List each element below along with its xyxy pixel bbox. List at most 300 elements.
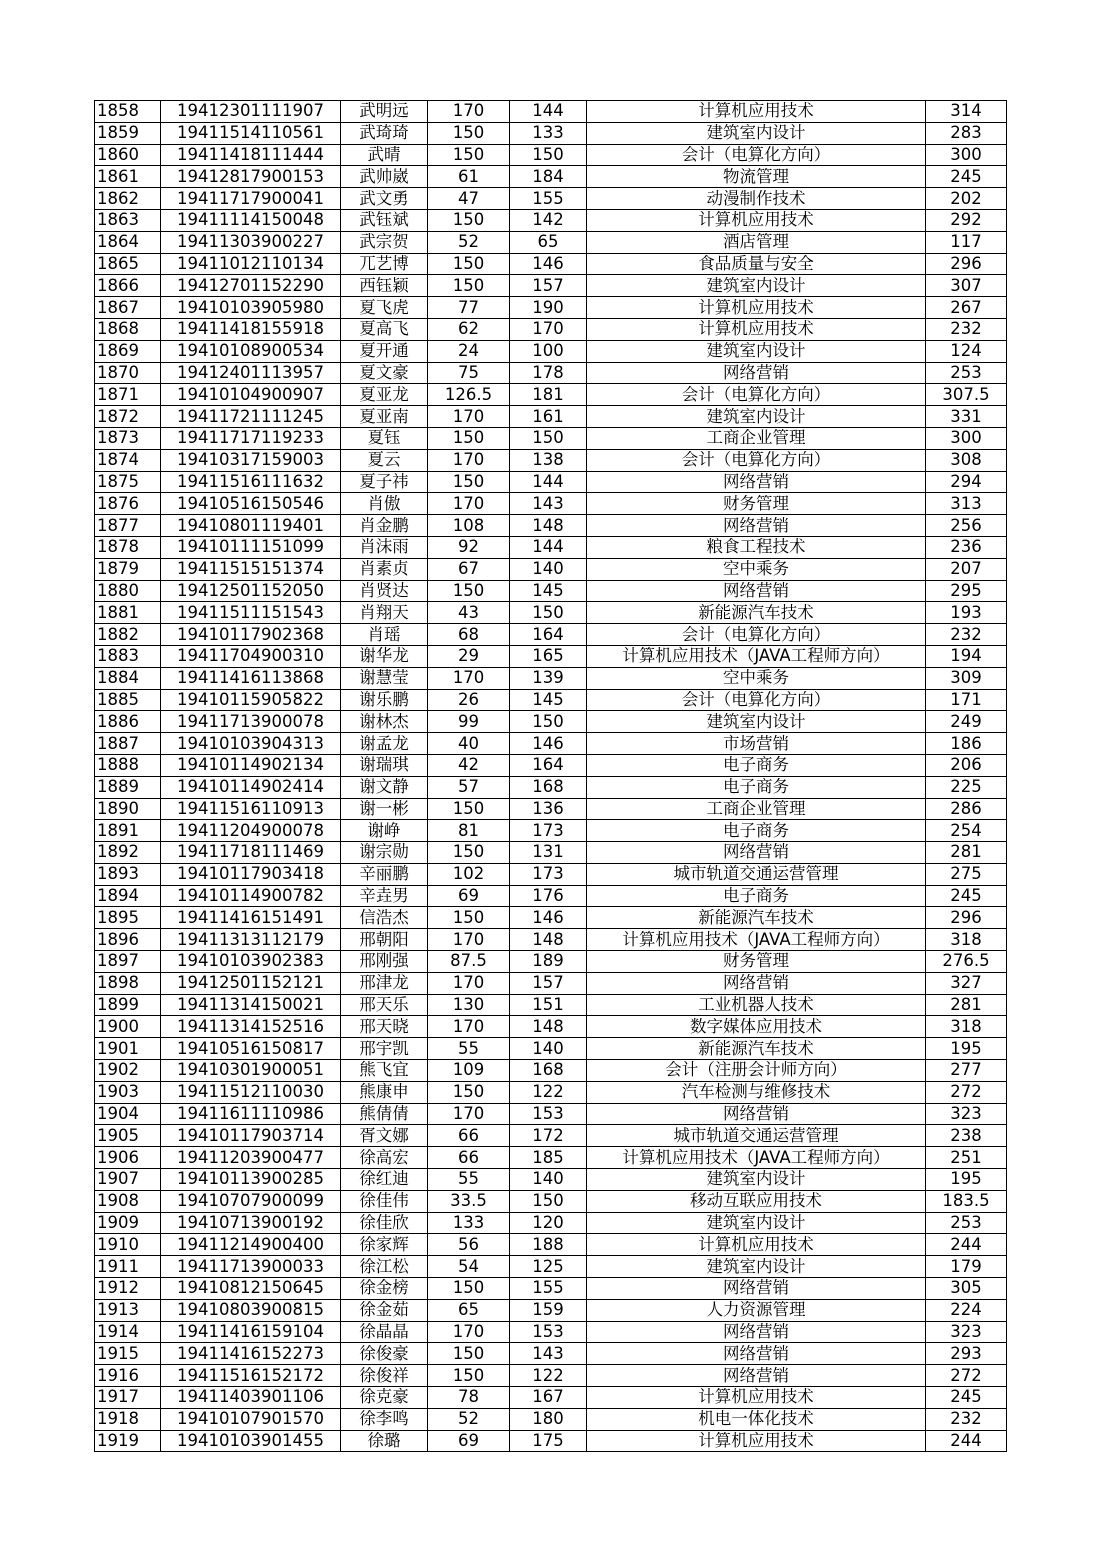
name-cell: 谢孟龙 — [341, 733, 428, 755]
table-row — [95, 318, 1007, 340]
exam-id-cell: 19411516110913 — [161, 798, 341, 820]
table-row — [95, 754, 1007, 776]
score-b-cell: 136 — [510, 798, 587, 820]
score-b-cell: 161 — [510, 406, 587, 428]
name-cell: 肖瑶 — [341, 624, 428, 646]
name-cell: 邢天晓 — [341, 1016, 428, 1038]
score-a-cell: 170 — [428, 1321, 510, 1343]
seq-cell: 1886 — [95, 711, 161, 733]
name-cell: 徐高宏 — [341, 1147, 428, 1169]
total-cell: 224 — [926, 1299, 1007, 1321]
total-cell: 253 — [926, 1212, 1007, 1234]
seq-cell: 1918 — [95, 1408, 161, 1430]
score-a-cell: 150 — [428, 144, 510, 166]
total-cell: 232 — [926, 624, 1007, 646]
score-b-cell: 142 — [510, 209, 587, 231]
seq-cell: 1883 — [95, 645, 161, 667]
major-cell: 网络营销 — [587, 1365, 926, 1387]
score-b-cell: 150 — [510, 711, 587, 733]
table-row — [95, 1321, 1007, 1343]
exam-id-cell: 19410801119401 — [161, 515, 341, 537]
name-cell: 谢林杰 — [341, 711, 428, 733]
table-row — [95, 624, 1007, 646]
score-a-cell: 102 — [428, 863, 510, 885]
table-row — [95, 1408, 1007, 1430]
table-row — [95, 1103, 1007, 1125]
name-cell: 辛丽鹏 — [341, 863, 428, 885]
seq-cell: 1892 — [95, 842, 161, 864]
name-cell: 武帅崴 — [341, 166, 428, 188]
total-cell: 186 — [926, 733, 1007, 755]
score-a-cell: 150 — [428, 253, 510, 275]
exam-id-cell: 19411713900078 — [161, 711, 341, 733]
major-cell: 网络营销 — [587, 1103, 926, 1125]
exam-id-cell: 19410103901455 — [161, 1430, 341, 1452]
score-a-cell: 150 — [428, 275, 510, 297]
exam-id-cell: 19410114902414 — [161, 776, 341, 798]
exam-id-cell: 19410516150817 — [161, 1038, 341, 1060]
seq-cell: 1866 — [95, 275, 161, 297]
name-cell: 肖贤达 — [341, 580, 428, 602]
name-cell: 谢瑞琪 — [341, 754, 428, 776]
table-row — [95, 340, 1007, 362]
score-a-cell: 126.5 — [428, 384, 510, 406]
total-cell: 202 — [926, 188, 1007, 210]
score-b-cell: 122 — [510, 1365, 587, 1387]
exam-id-cell: 19411303900227 — [161, 231, 341, 253]
seq-cell: 1899 — [95, 994, 161, 1016]
total-cell: 314 — [926, 101, 1007, 123]
exam-id-cell: 19410707900099 — [161, 1190, 341, 1212]
seq-cell: 1864 — [95, 231, 161, 253]
score-b-cell: 175 — [510, 1430, 587, 1452]
exam-id-cell: 19411713900033 — [161, 1256, 341, 1278]
score-a-cell: 57 — [428, 776, 510, 798]
total-cell: 238 — [926, 1125, 1007, 1147]
major-cell: 物流管理 — [587, 166, 926, 188]
total-cell: 281 — [926, 994, 1007, 1016]
score-b-cell: 150 — [510, 602, 587, 624]
score-a-cell: 56 — [428, 1234, 510, 1256]
score-a-cell: 26 — [428, 689, 510, 711]
table-row — [95, 1387, 1007, 1409]
major-cell: 建筑室内设计 — [587, 1169, 926, 1191]
seq-cell: 1874 — [95, 449, 161, 471]
total-cell: 179 — [926, 1256, 1007, 1278]
total-cell: 331 — [926, 406, 1007, 428]
name-cell: 徐俊祥 — [341, 1365, 428, 1387]
score-a-cell: 81 — [428, 820, 510, 842]
major-cell: 汽车检测与维修技术 — [587, 1081, 926, 1103]
name-cell: 西钰颖 — [341, 275, 428, 297]
table-row — [95, 863, 1007, 885]
seq-cell: 1908 — [95, 1190, 161, 1212]
score-a-cell: 55 — [428, 1169, 510, 1191]
exam-id-cell: 19412501152050 — [161, 580, 341, 602]
seq-cell: 1900 — [95, 1016, 161, 1038]
exam-id-cell: 19411721111245 — [161, 406, 341, 428]
name-cell: 夏飞虎 — [341, 297, 428, 319]
name-cell: 辛垚男 — [341, 885, 428, 907]
seq-cell: 1916 — [95, 1365, 161, 1387]
score-b-cell: 188 — [510, 1234, 587, 1256]
score-b-cell: 143 — [510, 1343, 587, 1365]
score-a-cell: 170 — [428, 101, 510, 123]
name-cell: 夏亚南 — [341, 406, 428, 428]
table-row — [95, 667, 1007, 689]
table-row — [95, 1212, 1007, 1234]
table-row — [95, 602, 1007, 624]
major-cell: 空中乘务 — [587, 558, 926, 580]
score-a-cell: 77 — [428, 297, 510, 319]
major-cell: 建筑室内设计 — [587, 340, 926, 362]
name-cell: 肖沫雨 — [341, 536, 428, 558]
major-cell: 财务管理 — [587, 493, 926, 515]
exam-id-cell: 19410117903418 — [161, 863, 341, 885]
score-a-cell: 150 — [428, 580, 510, 602]
score-b-cell: 133 — [510, 122, 587, 144]
name-cell: 熊倩倩 — [341, 1103, 428, 1125]
exam-id-cell: 19411114150048 — [161, 209, 341, 231]
table-row — [95, 253, 1007, 275]
score-a-cell: 170 — [428, 406, 510, 428]
table-row — [95, 275, 1007, 297]
major-cell: 会计（电算化方向） — [587, 449, 926, 471]
major-cell: 会计（电算化方向） — [587, 144, 926, 166]
major-cell: 建筑室内设计 — [587, 1256, 926, 1278]
score-a-cell: 75 — [428, 362, 510, 384]
score-b-cell: 143 — [510, 493, 587, 515]
name-cell: 邢天乐 — [341, 994, 428, 1016]
name-cell: 信浩杰 — [341, 907, 428, 929]
score-a-cell: 52 — [428, 231, 510, 253]
seq-cell: 1868 — [95, 318, 161, 340]
score-a-cell: 40 — [428, 733, 510, 755]
score-b-cell: 167 — [510, 1387, 587, 1409]
seq-cell: 1889 — [95, 776, 161, 798]
exam-id-cell: 19410114900782 — [161, 885, 341, 907]
total-cell: 309 — [926, 667, 1007, 689]
score-b-cell: 138 — [510, 449, 587, 471]
score-b-cell: 125 — [510, 1256, 587, 1278]
name-cell: 肖素贞 — [341, 558, 428, 580]
score-b-cell: 153 — [510, 1103, 587, 1125]
major-cell: 建筑室内设计 — [587, 406, 926, 428]
score-a-cell: 61 — [428, 166, 510, 188]
name-cell: 夏亚龙 — [341, 384, 428, 406]
seq-cell: 1873 — [95, 427, 161, 449]
seq-cell: 1890 — [95, 798, 161, 820]
exam-id-cell: 19411717119233 — [161, 427, 341, 449]
major-cell: 人力资源管理 — [587, 1299, 926, 1321]
score-a-cell: 65 — [428, 1299, 510, 1321]
score-a-cell: 130 — [428, 994, 510, 1016]
exam-id-cell: 19411214900400 — [161, 1234, 341, 1256]
score-a-cell: 87.5 — [428, 951, 510, 973]
total-cell: 253 — [926, 362, 1007, 384]
score-a-cell: 92 — [428, 536, 510, 558]
name-cell: 武明远 — [341, 101, 428, 123]
major-cell: 计算机应用技术（JAVA工程师方向） — [587, 645, 926, 667]
name-cell: 徐金茹 — [341, 1299, 428, 1321]
seq-cell: 1859 — [95, 122, 161, 144]
score-a-cell: 24 — [428, 340, 510, 362]
seq-cell: 1915 — [95, 1343, 161, 1365]
major-cell: 城市轨道交通运营管理 — [587, 863, 926, 885]
score-a-cell: 150 — [428, 1365, 510, 1387]
table-row — [95, 1430, 1007, 1452]
exam-id-cell: 19411012110134 — [161, 253, 341, 275]
exam-id-cell: 19411418111444 — [161, 144, 341, 166]
score-b-cell: 185 — [510, 1147, 587, 1169]
total-cell: 249 — [926, 711, 1007, 733]
score-a-cell: 55 — [428, 1038, 510, 1060]
total-cell: 207 — [926, 558, 1007, 580]
score-a-cell: 62 — [428, 318, 510, 340]
total-cell: 245 — [926, 1387, 1007, 1409]
name-cell: 夏云 — [341, 449, 428, 471]
total-cell: 295 — [926, 580, 1007, 602]
name-cell: 邢刚强 — [341, 951, 428, 973]
score-b-cell: 165 — [510, 645, 587, 667]
seq-cell: 1896 — [95, 929, 161, 951]
name-cell: 邢宇凯 — [341, 1038, 428, 1060]
exam-id-cell: 19411314150021 — [161, 994, 341, 1016]
table-row — [95, 427, 1007, 449]
score-b-cell: 144 — [510, 471, 587, 493]
score-b-cell: 181 — [510, 384, 587, 406]
score-a-cell: 170 — [428, 449, 510, 471]
seq-cell: 1913 — [95, 1299, 161, 1321]
total-cell: 254 — [926, 820, 1007, 842]
score-a-cell: 133 — [428, 1212, 510, 1234]
total-cell: 195 — [926, 1169, 1007, 1191]
score-b-cell: 190 — [510, 297, 587, 319]
score-b-cell: 173 — [510, 820, 587, 842]
score-b-cell: 150 — [510, 427, 587, 449]
score-b-cell: 178 — [510, 362, 587, 384]
exam-id-cell: 19410301900051 — [161, 1060, 341, 1082]
total-cell: 232 — [926, 1408, 1007, 1430]
score-b-cell: 155 — [510, 188, 587, 210]
major-cell: 工商企业管理 — [587, 427, 926, 449]
exam-id-cell: 19411313112179 — [161, 929, 341, 951]
score-b-cell: 139 — [510, 667, 587, 689]
seq-cell: 1887 — [95, 733, 161, 755]
total-cell: 300 — [926, 144, 1007, 166]
total-cell: 275 — [926, 863, 1007, 885]
table-row — [95, 493, 1007, 515]
exam-id-cell: 19410117902368 — [161, 624, 341, 646]
exam-id-cell: 19411203900477 — [161, 1147, 341, 1169]
table-row — [95, 558, 1007, 580]
seq-cell: 1907 — [95, 1169, 161, 1191]
major-cell: 网络营销 — [587, 1278, 926, 1300]
score-a-cell: 67 — [428, 558, 510, 580]
major-cell: 网络营销 — [587, 842, 926, 864]
table-row — [95, 384, 1007, 406]
score-a-cell: 150 — [428, 471, 510, 493]
table-row — [95, 166, 1007, 188]
table-row — [95, 1147, 1007, 1169]
table-row — [95, 101, 1007, 123]
exam-id-cell: 19411516152172 — [161, 1365, 341, 1387]
seq-cell: 1871 — [95, 384, 161, 406]
seq-cell: 1914 — [95, 1321, 161, 1343]
score-b-cell: 148 — [510, 1016, 587, 1038]
table-row — [95, 515, 1007, 537]
major-cell: 建筑室内设计 — [587, 122, 926, 144]
table-row — [95, 711, 1007, 733]
total-cell: 296 — [926, 253, 1007, 275]
score-b-cell: 168 — [510, 776, 587, 798]
table-row — [95, 1190, 1007, 1212]
name-cell: 肖傲 — [341, 493, 428, 515]
major-cell: 网络营销 — [587, 1321, 926, 1343]
major-cell: 建筑室内设计 — [587, 711, 926, 733]
exam-id-cell: 19410107901570 — [161, 1408, 341, 1430]
score-b-cell: 146 — [510, 733, 587, 755]
score-a-cell: 109 — [428, 1060, 510, 1082]
seq-cell: 1861 — [95, 166, 161, 188]
seq-cell: 1898 — [95, 972, 161, 994]
name-cell: 谢华龙 — [341, 645, 428, 667]
name-cell: 徐俊豪 — [341, 1343, 428, 1365]
score-b-cell: 157 — [510, 972, 587, 994]
major-cell: 建筑室内设计 — [587, 1212, 926, 1234]
major-cell: 计算机应用技术 — [587, 1234, 926, 1256]
score-b-cell: 189 — [510, 951, 587, 973]
seq-cell: 1888 — [95, 754, 161, 776]
score-table — [94, 100, 1007, 1452]
score-a-cell: 170 — [428, 493, 510, 515]
score-b-cell: 159 — [510, 1299, 587, 1321]
name-cell: 徐佳欣 — [341, 1212, 428, 1234]
score-a-cell: 33.5 — [428, 1190, 510, 1212]
total-cell: 183.5 — [926, 1190, 1007, 1212]
total-cell: 206 — [926, 754, 1007, 776]
exam-id-cell: 19412701152290 — [161, 275, 341, 297]
seq-cell: 1885 — [95, 689, 161, 711]
name-cell: 夏子祎 — [341, 471, 428, 493]
score-b-cell: 65 — [510, 231, 587, 253]
seq-cell: 1870 — [95, 362, 161, 384]
name-cell: 徐李鸣 — [341, 1408, 428, 1430]
score-a-cell: 170 — [428, 1016, 510, 1038]
exam-id-cell: 19410103902383 — [161, 951, 341, 973]
exam-id-cell: 19411514110561 — [161, 122, 341, 144]
score-b-cell: 164 — [510, 754, 587, 776]
name-cell: 武晴 — [341, 144, 428, 166]
score-b-cell: 184 — [510, 166, 587, 188]
name-cell: 徐红迪 — [341, 1169, 428, 1191]
major-cell: 工业机器人技术 — [587, 994, 926, 1016]
seq-cell: 1897 — [95, 951, 161, 973]
exam-id-cell: 19411511151543 — [161, 602, 341, 624]
total-cell: 236 — [926, 536, 1007, 558]
seq-cell: 1911 — [95, 1256, 161, 1278]
total-cell: 244 — [926, 1430, 1007, 1452]
score-a-cell: 78 — [428, 1387, 510, 1409]
total-cell: 117 — [926, 231, 1007, 253]
score-b-cell: 144 — [510, 536, 587, 558]
total-cell: 277 — [926, 1060, 1007, 1082]
total-cell: 323 — [926, 1103, 1007, 1125]
name-cell: 徐江松 — [341, 1256, 428, 1278]
score-table-body — [95, 101, 1007, 1452]
major-cell: 计算机应用技术 — [587, 101, 926, 123]
exam-id-cell: 19410108900534 — [161, 340, 341, 362]
score-a-cell: 66 — [428, 1147, 510, 1169]
name-cell: 夏高飞 — [341, 318, 428, 340]
name-cell: 邢朝阳 — [341, 929, 428, 951]
score-b-cell: 144 — [510, 101, 587, 123]
score-a-cell: 29 — [428, 645, 510, 667]
total-cell: 283 — [926, 122, 1007, 144]
seq-cell: 1860 — [95, 144, 161, 166]
seq-cell: 1894 — [95, 885, 161, 907]
score-a-cell: 150 — [428, 1343, 510, 1365]
score-b-cell: 164 — [510, 624, 587, 646]
major-cell: 新能源汽车技术 — [587, 1038, 926, 1060]
score-a-cell: 150 — [428, 1278, 510, 1300]
exam-id-cell: 19410103904313 — [161, 733, 341, 755]
total-cell: 318 — [926, 929, 1007, 951]
table-row — [95, 406, 1007, 428]
seq-cell: 1919 — [95, 1430, 161, 1452]
total-cell: 193 — [926, 602, 1007, 624]
table-row — [95, 1125, 1007, 1147]
seq-cell: 1869 — [95, 340, 161, 362]
score-a-cell: 150 — [428, 427, 510, 449]
total-cell: 318 — [926, 1016, 1007, 1038]
table-row — [95, 842, 1007, 864]
score-a-cell: 69 — [428, 885, 510, 907]
seq-cell: 1893 — [95, 863, 161, 885]
table-row — [95, 1256, 1007, 1278]
major-cell: 计算机应用技术 — [587, 1430, 926, 1452]
major-cell: 电子商务 — [587, 820, 926, 842]
major-cell: 数字媒体应用技术 — [587, 1016, 926, 1038]
seq-cell: 1882 — [95, 624, 161, 646]
total-cell: 294 — [926, 471, 1007, 493]
total-cell: 245 — [926, 166, 1007, 188]
table-row — [95, 188, 1007, 210]
score-b-cell: 168 — [510, 1060, 587, 1082]
seq-cell: 1903 — [95, 1081, 161, 1103]
score-a-cell: 54 — [428, 1256, 510, 1278]
name-cell: 夏文豪 — [341, 362, 428, 384]
major-cell: 空中乘务 — [587, 667, 926, 689]
seq-cell: 1876 — [95, 493, 161, 515]
exam-id-cell: 19411416152273 — [161, 1343, 341, 1365]
name-cell: 武宗贺 — [341, 231, 428, 253]
exam-id-cell: 19412501152121 — [161, 972, 341, 994]
table-row — [95, 122, 1007, 144]
exam-id-cell: 19410115905822 — [161, 689, 341, 711]
total-cell: 272 — [926, 1081, 1007, 1103]
table-row — [95, 536, 1007, 558]
exam-id-cell: 19411204900078 — [161, 820, 341, 842]
major-cell: 计算机应用技术 — [587, 297, 926, 319]
table-row — [95, 1343, 1007, 1365]
name-cell: 武文勇 — [341, 188, 428, 210]
table-row — [95, 362, 1007, 384]
total-cell: 300 — [926, 427, 1007, 449]
score-b-cell: 148 — [510, 929, 587, 951]
exam-id-cell: 19410111151099 — [161, 536, 341, 558]
seq-cell: 1865 — [95, 253, 161, 275]
